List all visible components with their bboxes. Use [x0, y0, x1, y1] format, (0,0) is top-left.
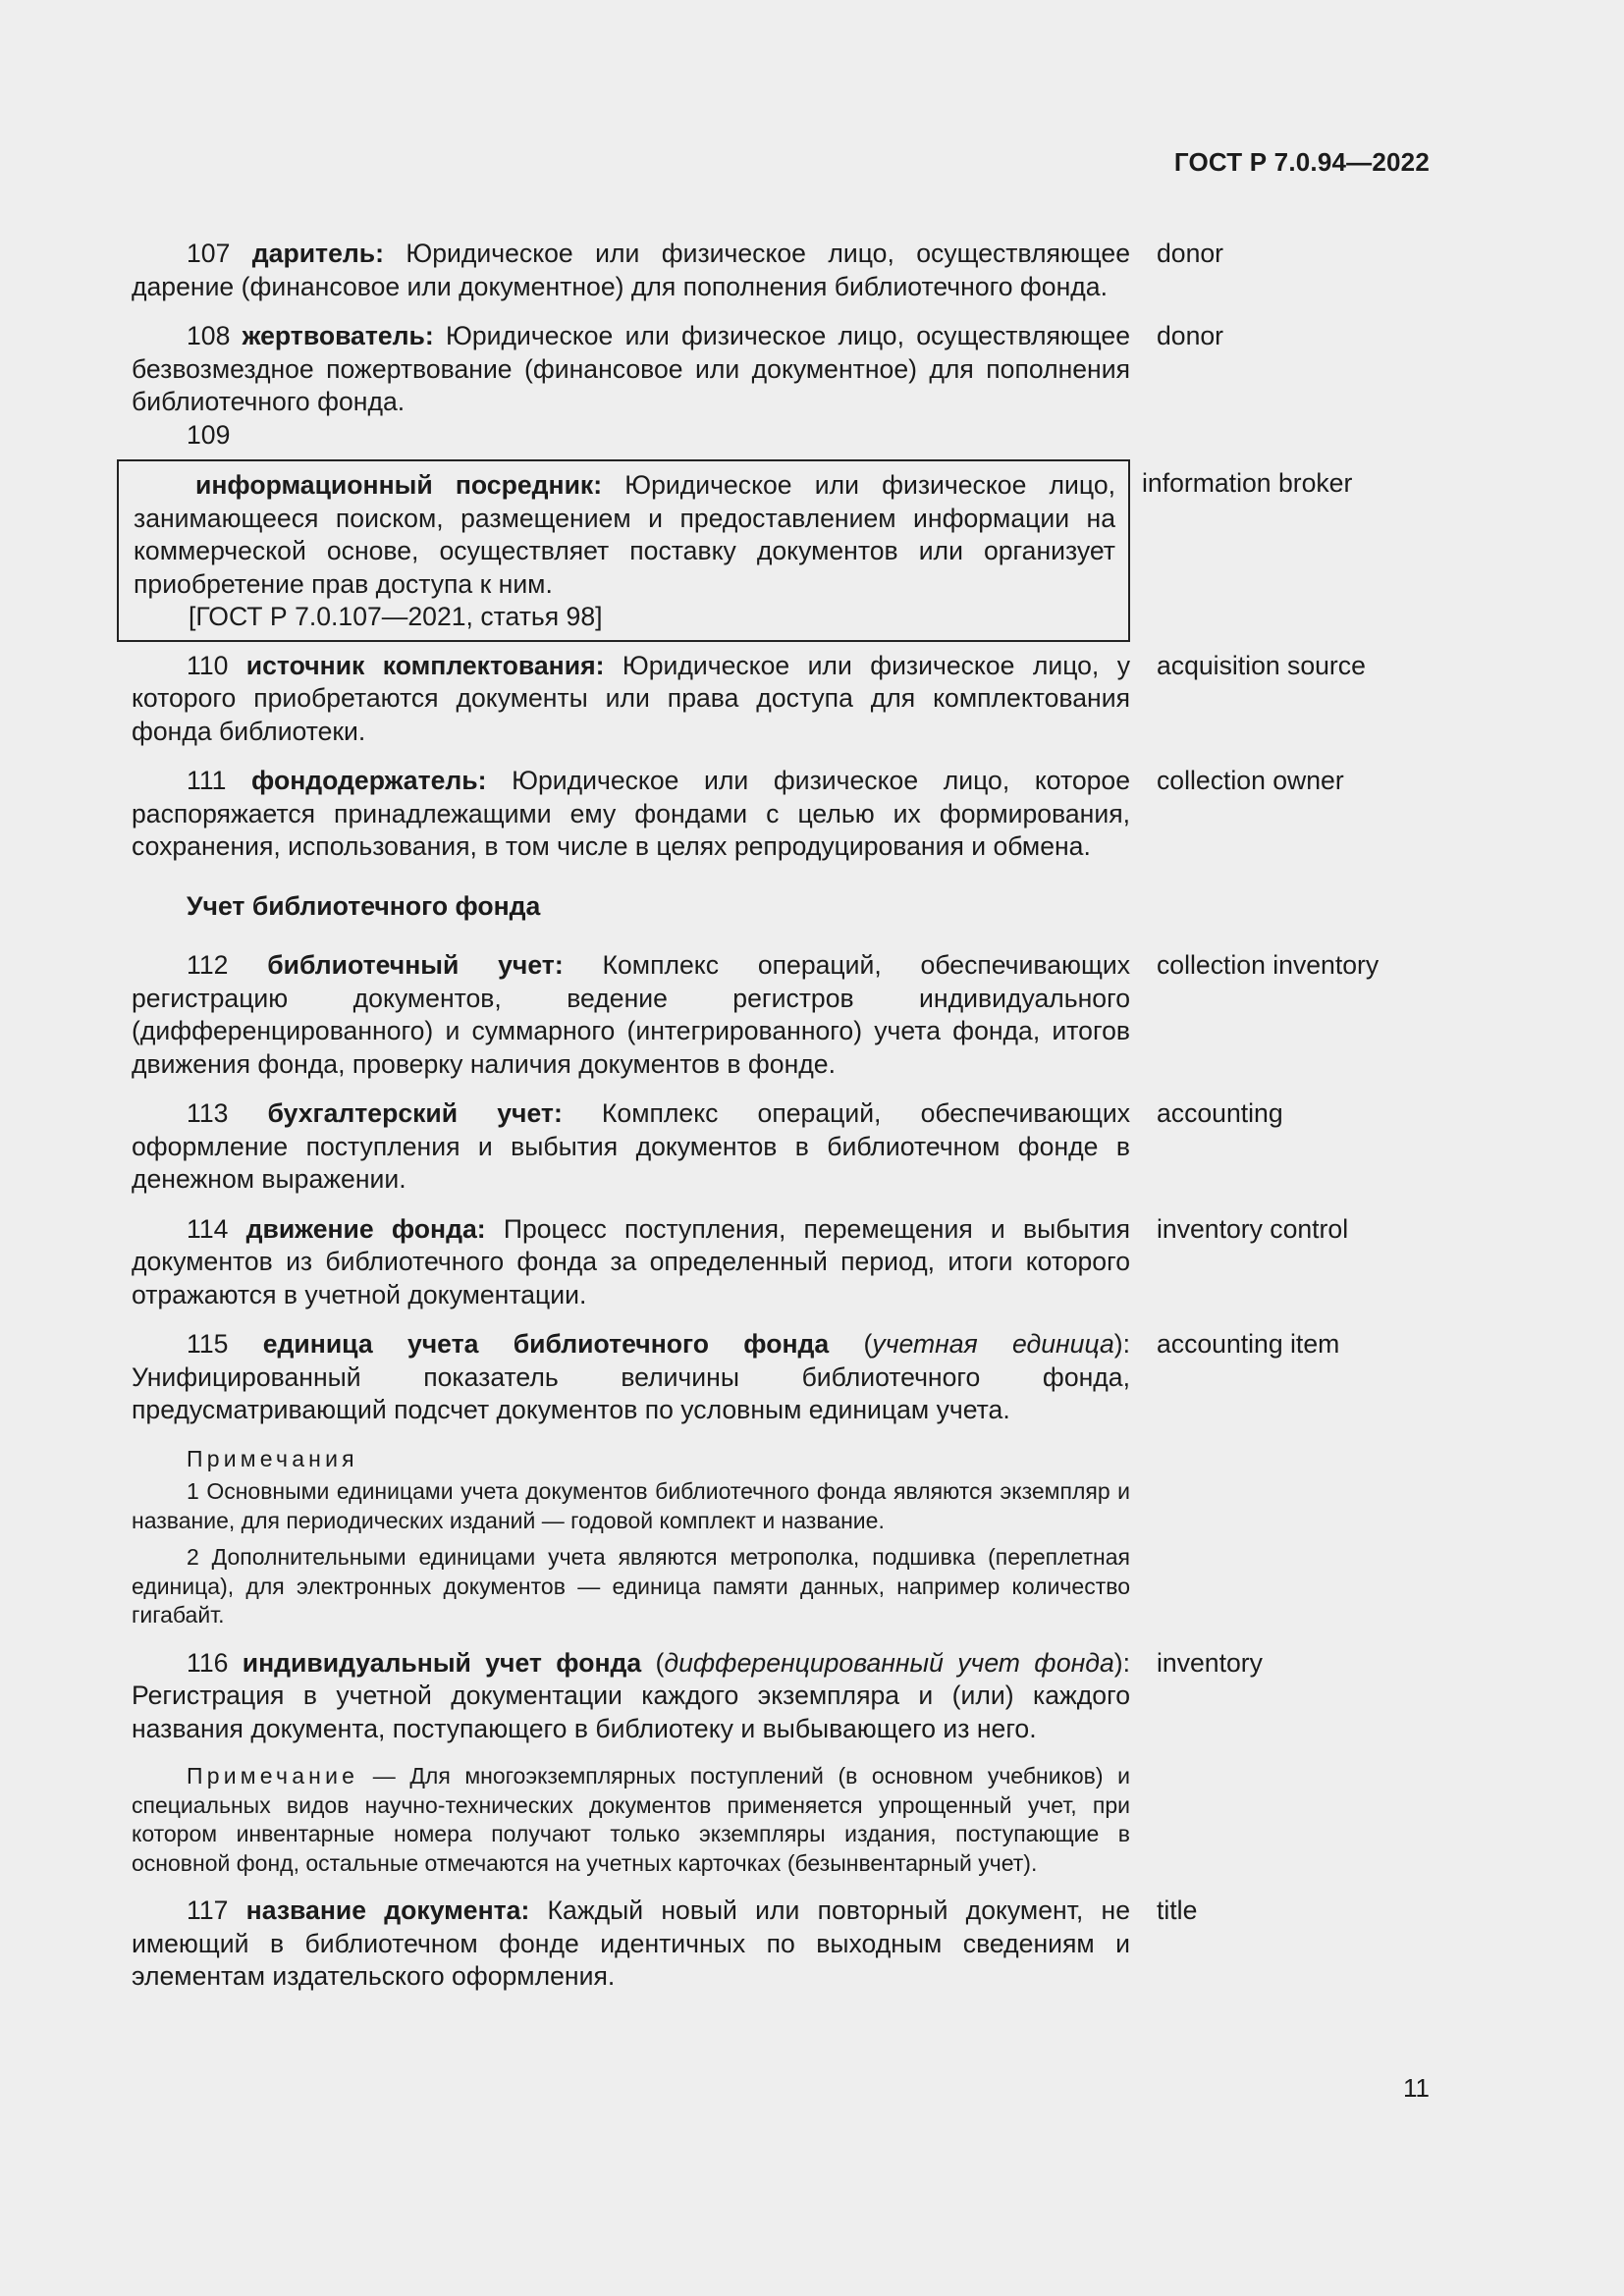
- term-english: donor: [1157, 321, 1224, 350]
- term-entry-114: [132, 1213, 1439, 1312]
- section-heading: Учет библиотечного фонда: [187, 890, 541, 921]
- term-number: 108: [187, 321, 231, 350]
- term-number: 110: [187, 650, 229, 680]
- term-name: название документа:: [245, 1896, 530, 1925]
- term-definition: 115 единица учета библиотечного фонда (учетная единица): Унифицированный показатель величины библиотечного фонда, предусматривающий подсчет документов по условным единицам учета.: [132, 1329, 1130, 1424]
- term-english: collection inventory: [1157, 950, 1380, 980]
- term-english: accounting: [1157, 1098, 1283, 1128]
- term-name: информационный посредник:: [195, 470, 603, 500]
- term-english: inventory control: [1157, 1213, 1349, 1244]
- note-116: [132, 1762, 1130, 1878]
- term-definition: [132, 765, 1130, 864]
- term-name: библиотечный учет:: [267, 950, 564, 980]
- term-entry-112: [132, 949, 1439, 1081]
- term-text: Юридическое или физическое лицо, осуществляющее безвозмездное пожертвование (финансовое или документное) для пополнения библиотечного фонда.: [132, 321, 1130, 416]
- term-english: collection owner: [1157, 766, 1344, 795]
- term-name: жертвователь:: [242, 321, 434, 350]
- term-name: фондодержатель:: [251, 766, 487, 795]
- term-text: Каждый новый или повторный документ, не имеющий в библиотечном фонде идентичных по выходным сведениям и элементам издательского оформления.: [132, 1896, 1130, 1991]
- term-definition: [134, 469, 1115, 601]
- term-synonym: учетная единица: [872, 1329, 1114, 1359]
- term-text: ): Унифицированный показатель величины библиотечного фонда, предусматривающий подсчет документов по условным единицам учета.: [132, 1329, 1130, 1424]
- term-english: title: [1157, 1896, 1198, 1925]
- term-definition: 116 индивидуальный учет фонда (дифференцированный учет фонда): Регистрация в учетной документации каждого экземпляра и (или) каждого названия документа, поступающего в библиотеку и выбывающего из него.: [132, 1647, 1130, 1743]
- term-number: 113: [187, 1098, 229, 1128]
- term-synonym: дифференцированный учет фонда: [664, 1647, 1114, 1678]
- term-name: единица учета библиотечного фонда: [262, 1329, 830, 1359]
- term-definition: [132, 650, 1130, 749]
- note-item-1: 1 Основными единицами учета документов библиотечного фонда являются экземпляр и название, для периодических изданий — годовой комплект и название.: [132, 1478, 1130, 1533]
- term-english: information broker: [1142, 468, 1353, 498]
- term-definition: [132, 1213, 1130, 1312]
- term-source: [134, 601, 1115, 634]
- term-text: Юридическое или физическое лицо, занимающееся поиском, размещением и предоставлением информации на коммерческой основе, осуществляет поставку документов или организует приобретение прав доступа к ним.: [134, 470, 1115, 599]
- term-text: Юридическое или физическое лицо, которое распоряжается принадлежащими ему фондами с целью их формирования, сохранения, использования, в том числе в целях репродуцирования и обмена.: [132, 766, 1130, 861]
- term-english: acquisition source: [1157, 650, 1366, 680]
- note-text: — Для многоэкземплярных поступлений (в основном учебников) и специальных видов научно-технических документов применяется упрощенный учет, при котором инвентарные номера получают только экземпляры издания, поступающие в основной фонд, остальные отмечаются на учетных карточках (безынвентарный учет).: [132, 1763, 1130, 1876]
- term-number: 114: [187, 1213, 229, 1244]
- term-text: Комплекс операций, обеспечивающих регистрацию документов, ведение регистров индивидуального (дифференцированного) и суммарного (интегрированного) учета фонда, итогов движения фонда, проверку наличия документов в фонде.: [132, 950, 1130, 1079]
- term-entry-115: [132, 1328, 1439, 1427]
- term-name: бухгалтерский учет:: [267, 1098, 563, 1128]
- term-number: 109: [187, 419, 231, 450]
- term-english: inventory: [1157, 1647, 1263, 1678]
- page-number: 11: [1403, 2073, 1430, 2103]
- term-number: 117: [187, 1896, 229, 1925]
- term-text: Комплекс операций, обеспечивающих оформление поступления и выбытия документов в библиотечном фонде в денежном выражении.: [132, 1098, 1130, 1194]
- term-entry-113: [132, 1097, 1439, 1197]
- term-text: ): Регистрация в учетной документации каждого экземпляра и (или) каждого названия документа, поступающего в библиотеку и выбывающего из него.: [132, 1647, 1130, 1743]
- term-entry-107: [132, 238, 1439, 303]
- term-name: даритель:: [251, 239, 384, 268]
- notes-label: Примечания: [187, 1445, 358, 1471]
- term-definition: [132, 238, 1130, 303]
- boxed-definition: [117, 459, 1130, 642]
- term-text: Юридическое или физическое лицо, осуществляющее дарение (финансовое или документное) для пополнения библиотечного фонда.: [132, 239, 1131, 301]
- term-definition: [132, 949, 1130, 1081]
- term-name: источник комплектования:: [245, 650, 605, 680]
- term-entry-109: [132, 459, 1439, 642]
- term-definition: [132, 1097, 1130, 1197]
- term-definition: [132, 320, 1130, 419]
- term-number: 112: [187, 950, 229, 980]
- term-english: donor: [1157, 239, 1224, 268]
- term-number: 115: [187, 1329, 229, 1359]
- term-entry-117: [132, 1895, 1439, 1994]
- term-number: 116: [187, 1647, 229, 1678]
- term-number: 111: [187, 766, 227, 795]
- term-english: accounting item: [1157, 1329, 1340, 1359]
- term-entry-116: [132, 1647, 1439, 1746]
- document-body: [132, 238, 1439, 1994]
- term-text: Юридическое или физическое лицо, у которого приобретаются документы или права доступа для комплектования фонда библиотеки.: [132, 650, 1130, 746]
- term-entry-111: [132, 765, 1439, 864]
- term-name: индивидуальный учет фонда: [242, 1647, 642, 1678]
- term-number: 107: [187, 239, 231, 268]
- term-name: движение фонда:: [245, 1213, 486, 1244]
- term-number-109-line: [132, 419, 1130, 453]
- term-definition: [132, 1895, 1130, 1994]
- term-entry-108: [132, 320, 1439, 419]
- document-id-header: ГОСТ Р 7.0.94—2022: [1173, 147, 1430, 177]
- note-item-2: 2 Дополнительными единицами учета являются метрополка, подшивка (переплетная единица), для электронных документов — единица памяти данных, например количество гигабайт.: [132, 1544, 1130, 1628]
- note-label: Примечание: [187, 1763, 359, 1789]
- source-reference: [ГОСТ Р 7.0.107—2021, статья 98]: [189, 602, 603, 631]
- term-entry-110: [132, 650, 1439, 749]
- term-text: Процесс поступления, перемещения и выбытия документов из библиотечного фонда за определенный период, итоги которого отражаются в учетной документации.: [132, 1213, 1130, 1309]
